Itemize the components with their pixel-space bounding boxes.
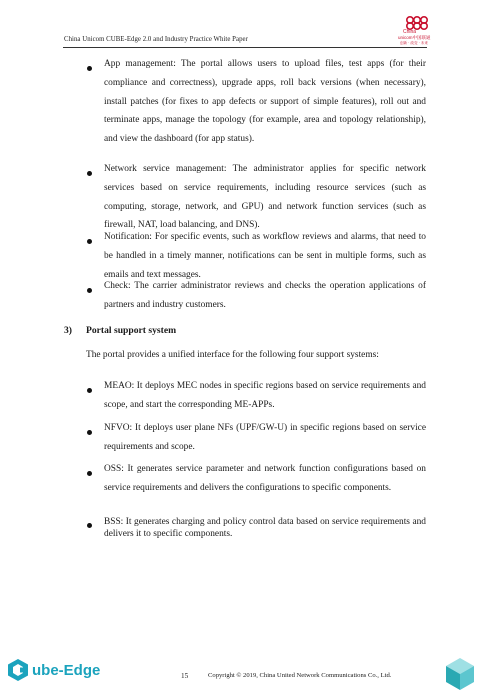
bullet-marker	[87, 523, 92, 528]
bullet-marker	[87, 288, 92, 293]
bullet-marker	[87, 388, 92, 393]
bullet-app-management: App management: The portal allows users to upload files, test apps (for their compliance and correctness), upgrade apps, roll back versions (when necessary), install patches (for fixes to app defects or support of simple features), roll out and terminate apps, manage the topology (for example, area and topology relationship), and view the dashboard (for app status).	[104, 59, 426, 145]
copyright-notice: Copyright © 2019, China United Network Communications Co., Ltd.	[208, 672, 392, 679]
logo-text-china: China	[403, 29, 417, 35]
page-number: 15	[181, 672, 189, 680]
bullet-network-service-management: Network service management: The administrator applies for specific network services based on service requirements, including resource services (such as computing, storage, network, and GPU) and network function services (such as firewall, NAT, load balancing, and DNS).	[104, 164, 426, 231]
bullet-marker	[87, 430, 92, 435]
bullet-nfvo: NFVO: It deploys user plane NFs (UPF/GW-U) in specific regions based on service requirements and scope.	[104, 423, 426, 452]
bullet-check: Check: The carrier administrator reviews and checks the operation applications of partners and industry customers.	[104, 281, 426, 310]
bullet-marker	[87, 66, 92, 71]
bullet-marker	[87, 171, 92, 176]
bullet-notification: Notification: For specific events, such as workflow reviews and alarms, that need to be handled in a timely manner, notifications can be sent in multiple forms, such as emails and text messages.	[104, 232, 426, 280]
section-title: Portal support system	[86, 325, 177, 336]
cube-c-icon	[6, 658, 30, 682]
header-divider	[63, 47, 427, 48]
cube-icon	[444, 656, 476, 692]
bullet-marker	[87, 239, 92, 244]
bullet-bss: BSS: It generates charging and policy control data based on service requirements and delivers it to specific components.	[104, 517, 426, 539]
bullet-meao: MEAO: It deploys MEC nodes in specific regions based on service requirements and scope, and start the corresponding ME-APPs.	[104, 381, 426, 410]
section-intro: The portal provides a unified interface for the following four support systems:	[86, 350, 379, 360]
running-header-title: China Unicom CUBE-Edge 2.0 and Industry Practice White Paper	[64, 36, 248, 43]
logo-text-slogan: 创新 · 改变 · 未来	[400, 41, 428, 45]
brand-text: ube-Edge	[32, 661, 101, 679]
section-number: 3)	[64, 325, 72, 336]
logo-text-unicom: unicom中国联通	[398, 35, 431, 40]
bullet-oss: OSS: It generates service parameter and network function configurations based on service requirements and delivers the configurations to specific components.	[104, 464, 426, 493]
cube-edge-logo	[6, 656, 100, 684]
bullet-marker	[87, 471, 92, 476]
